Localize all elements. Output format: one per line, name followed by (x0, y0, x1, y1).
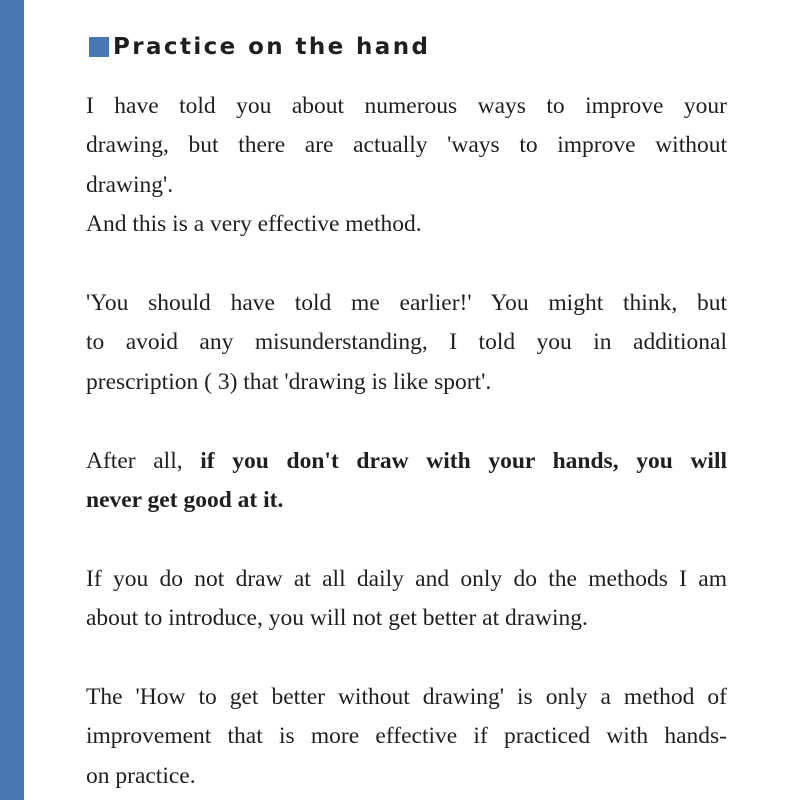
text-line: 'You should have told me earlier!' You might think, but (86, 290, 727, 317)
section-title: Practice on the hand (113, 34, 431, 60)
square-bullet-icon (89, 37, 109, 57)
text-line: on practice. (86, 762, 196, 789)
paragraph-4 (86, 560, 727, 639)
text-line: I have told you about numerous ways to improve your (86, 93, 727, 119)
paragraph-1 (86, 87, 727, 245)
text-line: If you do not draw at all daily and only do the methods I am (86, 565, 727, 592)
paragraph-5 (86, 678, 727, 796)
paragraph-3 (86, 442, 727, 521)
text-line: The 'How to get better without drawing' is only a method of (86, 684, 727, 711)
text-line: drawing'. (86, 171, 174, 198)
text-line: improvement that is more effective if practiced with hands- (86, 723, 727, 750)
text-line: to avoid any misunderstanding, I told you in additional (86, 329, 727, 356)
text-line: drawing, but there are actually 'ways to improve without (86, 132, 727, 159)
article-body (86, 87, 727, 796)
paragraph-2 (86, 284, 727, 402)
accent-side-bar (0, 0, 24, 800)
text-line: And this is a very effective method. (86, 211, 422, 238)
section-heading (89, 30, 430, 64)
text-line (86, 442, 727, 481)
bold-emphasis: never get good at it. (86, 487, 284, 514)
lead-text: After all, (86, 447, 183, 474)
bold-emphasis: if you don't draw with your hands, you will (200, 447, 728, 474)
text-line: prescription ( 3) that 'drawing is like sport'. (86, 368, 492, 395)
text-line: about to introduce, you will not get better at drawing. (86, 605, 588, 632)
